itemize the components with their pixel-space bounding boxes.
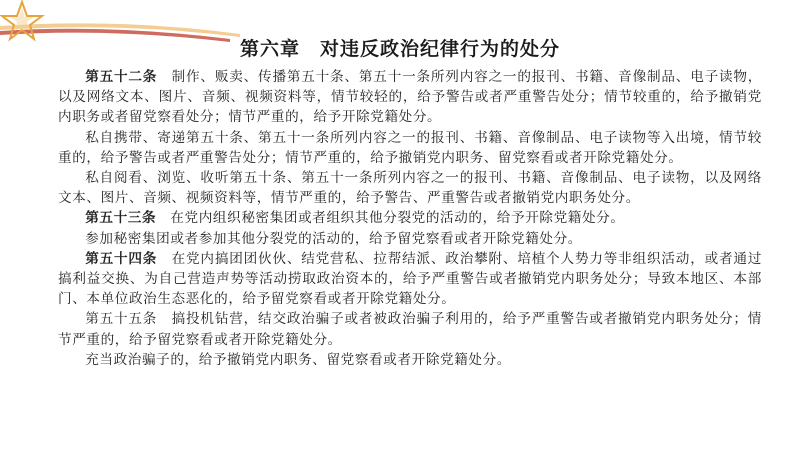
article-content — [58, 67, 762, 370]
paragraph-54-1: 第五十四条 在党内搞团团伙伙、结党营私、拉帮结派、政治攀附、培植个人势力等非组织活动，或者通过搞利益交换、为自己营造声势等活动捞取政治资本的，给予严重警告或者撤销党内职务处分；导致本地区、本部门、本单位政治生态恶化的，给予留党察看或者开除党籍处分。 — [58, 250, 763, 308]
paragraph-53-2: 参加秘密集团或者参加其他分裂党的活动的，给予留党察看或者开除党籍处分。 — [85, 230, 582, 247]
paragraph-55-1: 第五十五条 搞投机钻营，结交政治骗子或者被政治骗子利用的，给予严重警告或者撤销党内职务处分；情节严重的，给予留党察看或者开除党籍处分。 — [58, 311, 762, 348]
article-number: 第五十二条 — [85, 69, 158, 85]
paragraph-52-3: 私自阅看、浏览、收听第五十条、第五十一条所列内容之一的报刊、书籍、音像制品、电子读物，以及网络文本、图片、音频、视频资料等，情节严重的，给予警告、严重警告或者撤销党内职务处分。 — [58, 170, 762, 207]
chapter-title: 第六章 对违反政治纪律行为的处分 — [239, 38, 560, 60]
article-number: 第五十四条 — [85, 250, 158, 267]
paragraph-55-2: 充当政治骗子的，给予撤销党内职务、留党察看或者开除党籍处分。 — [85, 351, 511, 368]
paragraph-53-1: 第五十三条 在党内组织秘密集团或者组织其他分裂党的活动的，给予开除党籍处分。 — [85, 210, 625, 227]
paragraph-52-2: 私自携带、寄递第五十条、第五十一条所列内容之一的报刊、书籍、音像制品、电子读物等入出境，情节较重的，给予警告或者严重警告处分；情节严重的，给予撤销党内职务、留党察看或者开除党籍处分。 — [58, 129, 762, 166]
paragraph-52-1: 第五十二条 制作、贩卖、传播第五十条、第五十一条所列内容之一的报刊、书籍、音像制品、电子读物，以及网络文本、图片、音频、视频资料等，情节较轻的，给予警告或者严重警告处分；情节较重的，给予撤销党内职务或者留党察看处分；情节严重的，给予开除党籍处分。 — [58, 69, 763, 126]
article-number: 第五十三条 — [85, 210, 157, 227]
